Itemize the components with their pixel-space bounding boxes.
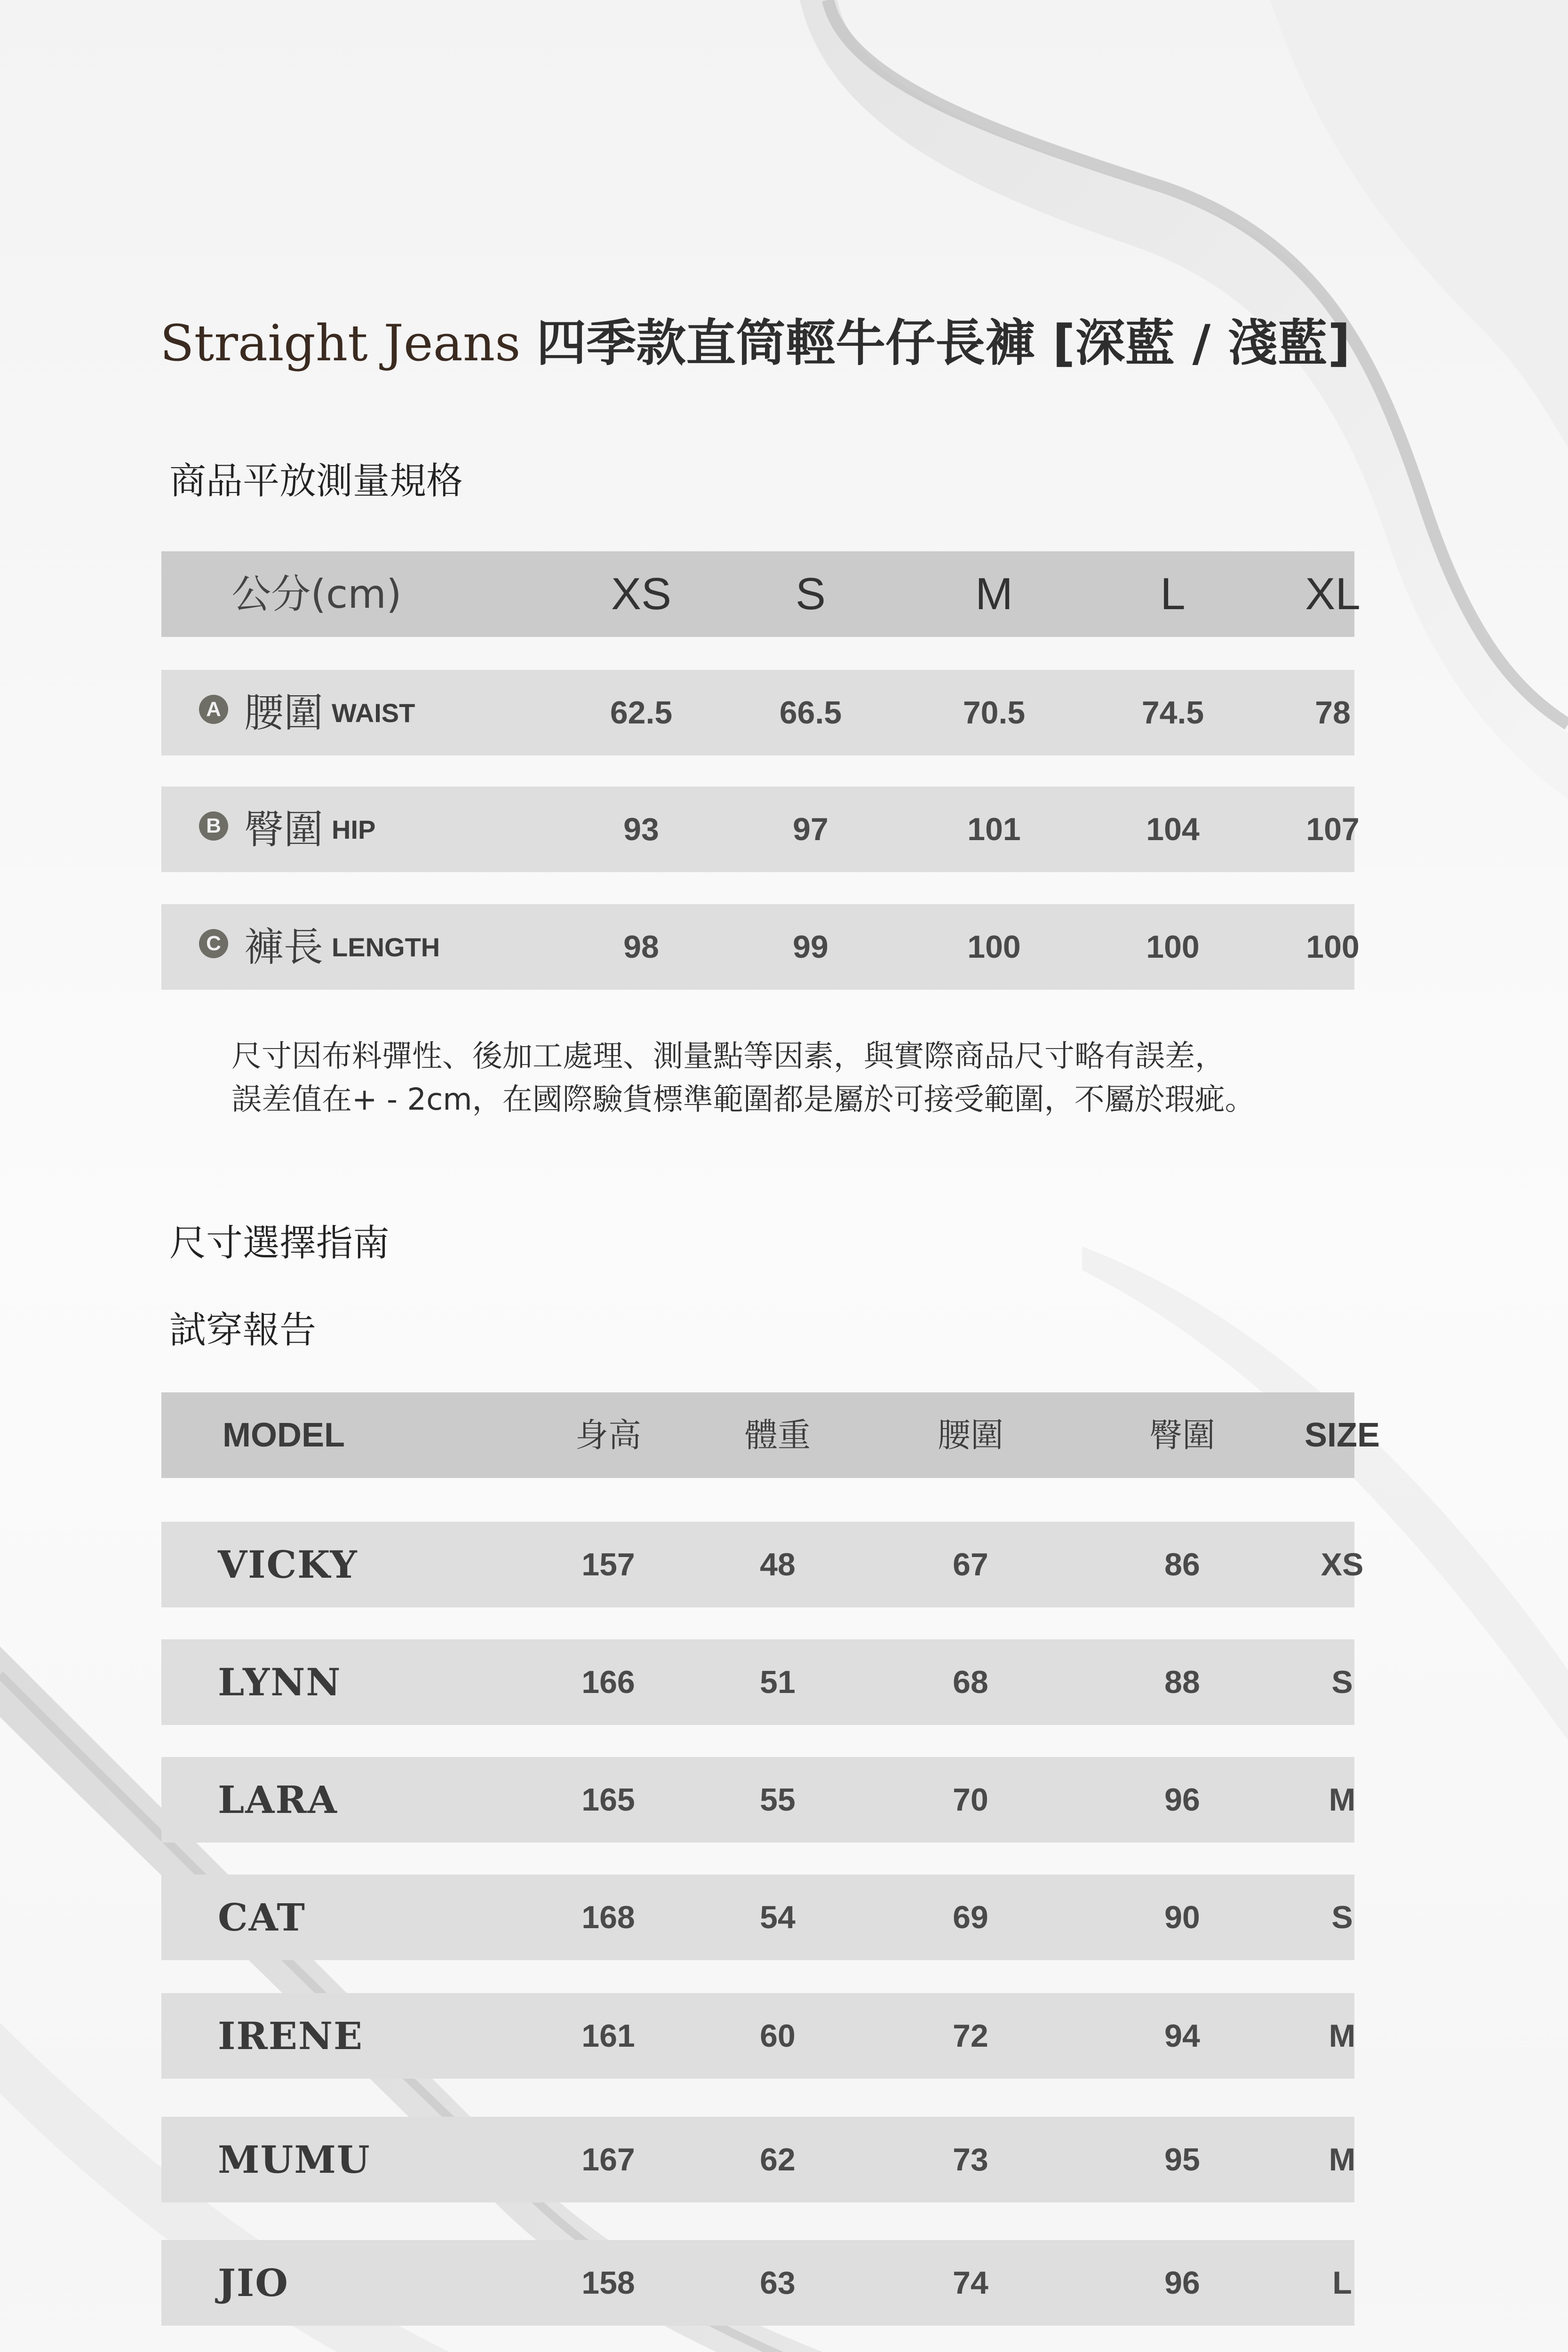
cell-value: 100 [967, 929, 1021, 965]
measure-note: 尺寸因布料彈性、後加工處理、測量點等因素，與實際商品尺寸略有誤差， 誤差值在+ - 2cm，在國際驗貨標準範圍都是屬於可接受範圍，不屬於瑕疵。 [231, 1039, 1255, 1117]
model-size: M [1329, 2018, 1356, 2054]
model-waist: 70 [953, 1782, 988, 1818]
model-hip: 96 [1164, 2265, 1200, 2301]
guide-heading: 尺寸選擇指南 [169, 1222, 390, 1264]
size-col-s: S [795, 569, 826, 619]
col-waist: 腰圍 [938, 1416, 1003, 1454]
model-waist: 67 [953, 1547, 988, 1582]
model-weight: 55 [760, 1782, 796, 1818]
model-row [161, 1522, 1364, 1607]
model-name: JIO [218, 2261, 289, 2305]
badge-b: B [199, 811, 228, 841]
model-height: 158 [581, 2265, 635, 2301]
row-label: A 腰圍 WAIST [199, 670, 415, 755]
cell-value: 66.5 [779, 695, 842, 731]
model-size: S [1331, 1899, 1353, 1935]
model-hip: 88 [1164, 1664, 1200, 1700]
col-model: MODEL [223, 1416, 345, 1454]
col-hip: 臀圍 [1149, 1416, 1215, 1454]
model-weight: 63 [760, 2265, 796, 2301]
model-height: 165 [581, 1782, 635, 1818]
title-english: Straight Jeans [160, 314, 521, 372]
badge-c: C [199, 929, 228, 958]
col-weight: 體重 [745, 1416, 811, 1454]
model-name: VICKY [218, 1542, 358, 1587]
badge-a: A [199, 695, 228, 724]
cell-value: 78 [1315, 695, 1351, 731]
size-row-waist [161, 670, 1354, 755]
model-waist: 69 [953, 1899, 988, 1935]
model-hip: 90 [1164, 1899, 1200, 1935]
model-hip: 86 [1164, 1547, 1200, 1582]
col-size: SIZE [1304, 1416, 1380, 1454]
model-name: MUMU [218, 2137, 371, 2182]
model-name: IRENE [218, 2014, 363, 2058]
model-row [161, 1639, 1354, 1725]
model-weight: 48 [760, 1547, 796, 1582]
model-row [161, 2240, 1354, 2326]
model-waist: 73 [953, 2142, 988, 2177]
model-weight: 62 [760, 2142, 796, 2177]
model-height: 157 [581, 1547, 635, 1582]
unit-label: 公分(cm) [231, 571, 402, 617]
cell-value: 74.5 [1141, 695, 1204, 731]
cell-value: 93 [623, 811, 659, 847]
title-chinese: 四季款直筒輕牛仔長褲 [深藍 / 淺藍] [536, 314, 1351, 372]
model-waist: 74 [953, 2265, 988, 2301]
model-hip: 96 [1164, 1782, 1200, 1818]
model-size: L [1332, 2265, 1352, 2301]
model-weight: 54 [760, 1899, 796, 1935]
cell-value: 101 [967, 811, 1021, 847]
model-height: 166 [581, 1664, 635, 1700]
size-col-l: L [1160, 569, 1186, 619]
cell-value: 107 [1306, 811, 1360, 847]
row-label: C 褲長 LENGTH [199, 904, 440, 990]
col-height: 身高 [575, 1416, 641, 1454]
size-row-hip [161, 787, 1360, 872]
model-weight: 60 [760, 2018, 796, 2054]
model-size: XS [1321, 1547, 1364, 1582]
page-title [160, 310, 1351, 376]
size-col-m: M [975, 569, 1013, 619]
cell-value: 97 [793, 811, 828, 847]
cell-value: 70.5 [963, 695, 1026, 731]
model-row [161, 1993, 1354, 2079]
size-table-header [161, 551, 1361, 637]
cell-value: 100 [1146, 929, 1200, 965]
model-waist: 72 [953, 2018, 988, 2054]
measure-heading: 商品平放測量規格 [169, 460, 463, 502]
model-hip: 95 [1164, 2142, 1200, 2177]
cell-value: 62.5 [610, 695, 673, 731]
model-name: LYNN [218, 1660, 342, 1704]
model-height: 168 [581, 1899, 635, 1935]
model-size: S [1331, 1664, 1353, 1700]
cell-value: 99 [793, 929, 828, 965]
model-row [161, 1757, 1354, 1843]
model-row [161, 2117, 1354, 2202]
fitting-report-heading: 試穿報告 [169, 1309, 317, 1351]
cell-value: 98 [623, 929, 659, 965]
model-hip: 94 [1164, 2018, 1200, 2054]
model-weight: 51 [760, 1664, 796, 1700]
size-col-xl: XL [1305, 569, 1361, 619]
model-waist: 68 [953, 1664, 988, 1700]
model-size: M [1329, 1782, 1356, 1818]
model-name: CAT [218, 1895, 306, 1939]
row-label: B 臀圍 HIP [199, 787, 375, 872]
size-col-xs: XS [611, 569, 672, 619]
cell-value: 100 [1306, 929, 1360, 965]
cell-value: 104 [1146, 811, 1200, 847]
model-row [161, 1875, 1354, 1960]
model-height: 167 [581, 2142, 635, 2177]
model-table-header [161, 1392, 1380, 1478]
model-name: LARA [218, 1778, 338, 1822]
model-height: 161 [581, 2018, 635, 2054]
model-size: M [1329, 2142, 1356, 2177]
size-row-length [161, 904, 1360, 990]
